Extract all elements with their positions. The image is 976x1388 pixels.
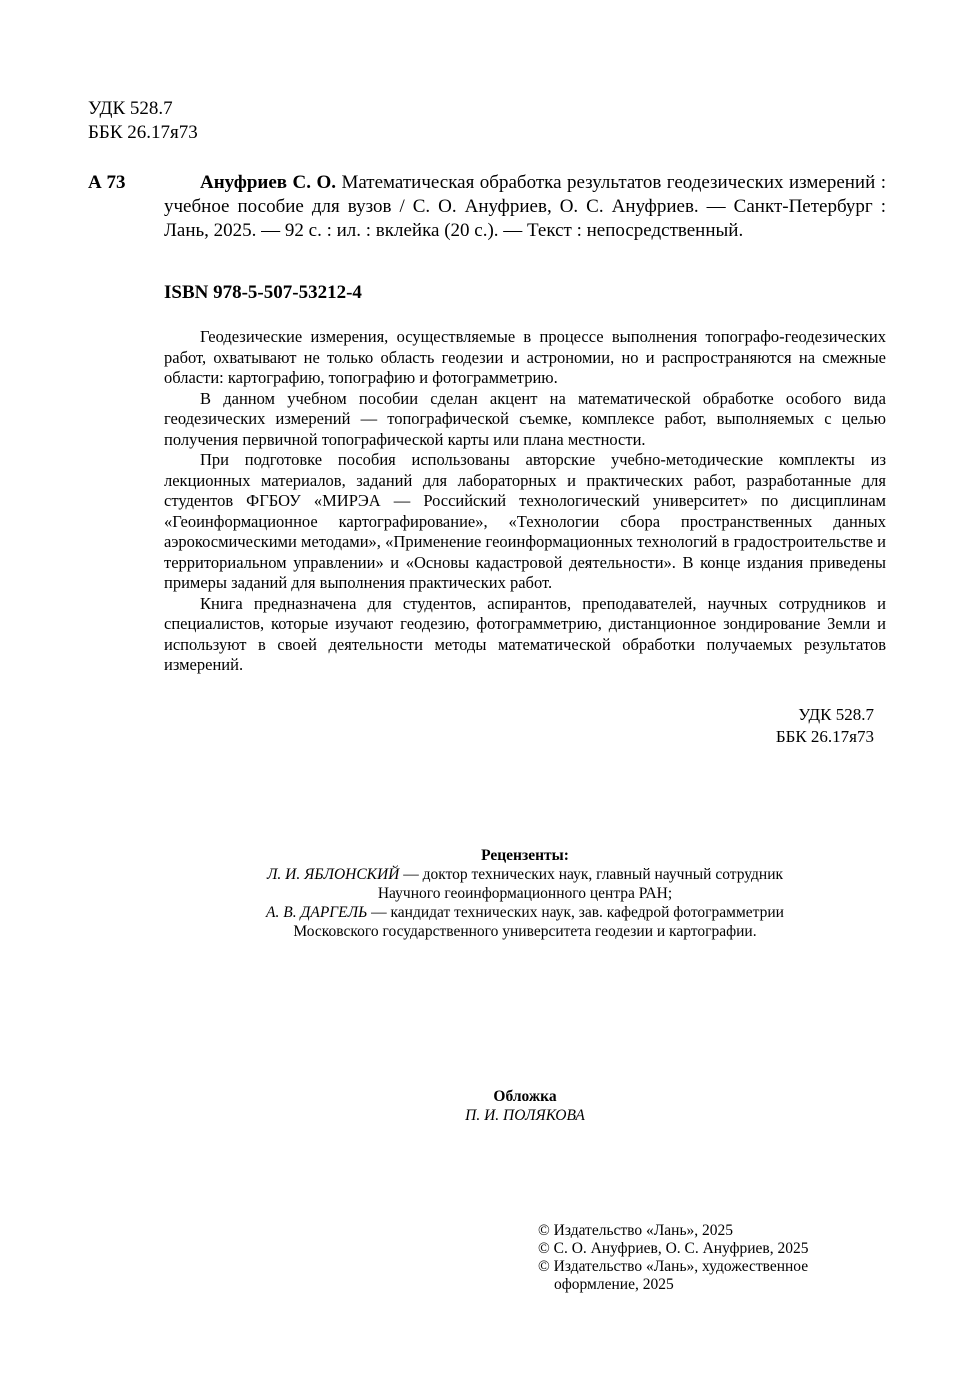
reviewer-credentials: — доктор технических наук, главный научный сотрудник (399, 866, 784, 883)
reviewer-name: А. В. ДАРГЕЛЬ (266, 904, 368, 921)
header-classification-codes (88, 97, 198, 145)
bibliographic-description (164, 171, 886, 243)
isbn: ISBN 978-5-507-53212-4 (164, 282, 362, 303)
annotation-paragraph: Книга предназначена для студентов, аспирантов, преподавателей, научных сотрудников и специалистов, которые изучают геодезию, фотограмметрию, дистанционное зондирование Земли и используют в своей деятельности методы математической обработки получаемых результатов измерений. (164, 593, 886, 674)
footer-classification-codes (776, 704, 874, 748)
copyright-block (538, 1222, 858, 1294)
cover-designer: П. И. ПОЛЯКОВА (465, 1107, 585, 1124)
copyright-line: © Издательство «Лань», 2025 (538, 1222, 734, 1239)
header-udk-code: УДК 528.7 (88, 98, 173, 119)
annotation (164, 327, 886, 676)
author-sign-code: А 73 (88, 172, 126, 193)
copyright-line: © С. О. Ануфриев, О. С. Ануфриев, 2025 (538, 1240, 809, 1257)
annotation-paragraph: В данном учебном пособии сделан акцент на математической обработке особого вида геодезических измерений — топографической съемке, комплексе работ, выполняемых с целью получения первичной топографической карты или плана местности. (164, 388, 886, 449)
reviewer-name: Л. И. ЯБЛОНСКИЙ (266, 866, 400, 883)
reviewer-entry (150, 865, 900, 884)
annotation-paragraph: При подготовке пособия использованы авторские учебно-методические комплекты из лекционных материалов, заданий для лабораторных и практических работ, разработанные для студентов ФГБОУ «МИРЭА — Российский технологический университет» по дисциплинам «Геоинформационное картографирование», «Технологии сбора пространственных данных аэрокосмическими методами», «Применение геоинформационных технологий в градостроительстве и территориальном управлении» и «Основы кадастровой деятельности». В конце издания приведены примеры заданий для выполнения практических работ. (164, 450, 886, 592)
reviewer-affiliation: Московского государственного университета геодезии и картографии. (293, 923, 757, 940)
copyright-line-continuation: оформление, 2025 (554, 1276, 674, 1293)
bibliographic-text (164, 171, 886, 243)
author-heading: Ануфриев С. О. (200, 172, 336, 193)
header-bbk-code: ББК 26.17я73 (88, 122, 198, 143)
title-and-imprint: Математическая обработка результатов геодезических измерений : учебное пособие для вузов / С. О. Ануфриев, О. С. Ануфриев. — Санкт-Петербург : Лань, 2025. — 92 с. : ил. : вклейка (20 с.). — Текст : непосредственный. (164, 172, 887, 241)
reviewer-entry (150, 903, 900, 922)
reviewer-affiliation: Научного геоинформационного центра РАН; (377, 885, 673, 902)
copyright-line: © Издательство «Лань», художественное (538, 1258, 809, 1275)
reviewers-heading: Рецензенты: (481, 847, 569, 864)
reviewer-credentials: — кандидат технических наук, зав. кафедрой фотограмметрии (367, 904, 784, 921)
annotation-paragraph: Геодезические измерения, осуществляемые в процессе выполнения топографо-геодезических работ, охватывают не только область геодезии и астрономии, но и распространяются на смежные области: картографию, топографию и фотограмметрию. (164, 327, 886, 387)
cover-heading: Обложка (493, 1088, 557, 1105)
cover-credit (150, 1087, 900, 1125)
footer-udk-code: УДК 528.7 (798, 705, 874, 724)
reviewers-block (150, 846, 900, 941)
footer-bbk-code: ББК 26.17я73 (775, 727, 874, 746)
